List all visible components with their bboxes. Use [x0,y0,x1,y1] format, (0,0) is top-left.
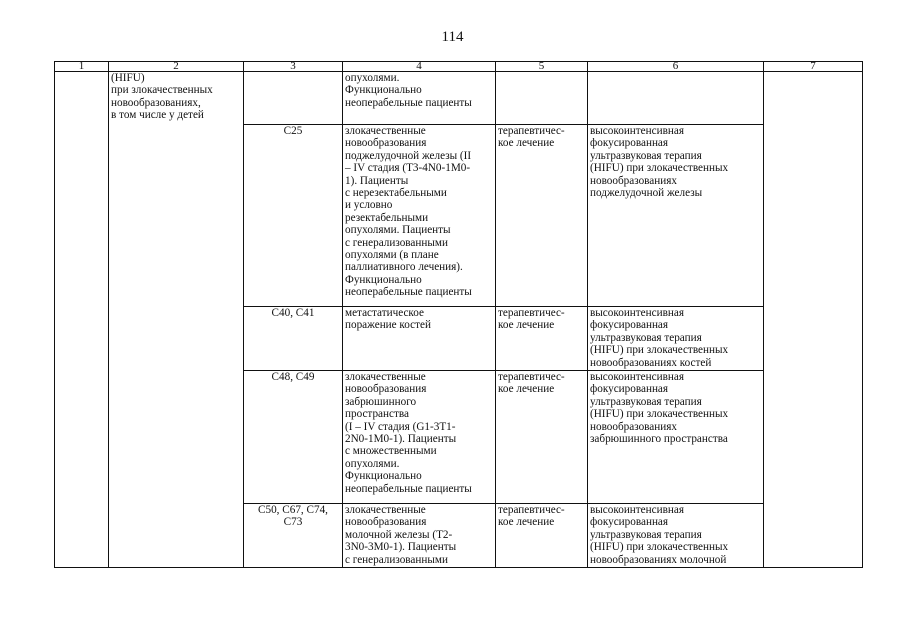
treatment-method-cell: высокоинтенсивная фокусированная ультразвуковая терапия (HIFU) при злокачественных новообразованиях забрюшинного пространства [588,371,764,504]
icd-code-cell: C48, C49 [244,371,343,504]
diagnosis-cell: метастатическое поражение костей [343,307,496,371]
column-number: 4 [343,62,496,72]
column-number: 5 [496,62,588,72]
treatment-type-cell: терапевтичес- кое лечение [496,307,588,371]
treatment-method-cell: высокоинтенсивная фокусированная ультразвуковая терапия (HIFU) при злокачественных новообразованиях поджелудочной железы [588,125,764,307]
column-number: 6 [588,62,764,72]
procedure-group-cell: (HIFU) при злокачественных новообразованиях, в том числе у детей [109,72,244,568]
icd-code-cell: C50, C67, C74, C73 [244,504,343,568]
icd-code-cell: C40, C41 [244,307,343,371]
treatment-type-cell [496,72,588,125]
treatment-method-cell: высокоинтенсивная фокусированная ультразвуковая терапия (HIFU) при злокачественных новообразованиях костей [588,307,764,371]
treatment-type-cell: терапевтичес- кое лечение [496,125,588,307]
icd-code-cell: C25 [244,125,343,307]
column-7-cell [764,72,863,568]
icd-code-cell [244,72,343,125]
page-number: 114 [441,29,464,45]
table-row [55,72,863,125]
diagnosis-cell: опухолями. Функционально неоперабельные пациенты [343,72,496,125]
diagnosis-cell: злокачественные новообразования забрюшинного пространства (I – IV стадия (G1-3T1- 2N0-1M0-1). Пациенты с множественными опухолями. Функционально неоперабельные пациенты [343,371,496,504]
row-number-cell [55,72,109,568]
diagnosis-cell: злокачественные новообразования поджелудочной железы (II – IV стадия (T3-4N0-1M0- 1). Пациенты с нерезектабельными и условно резектабельными опухолями. Пациенты с генерализованными опухолями (в плане паллиативного лечения). Функционально неоперабельные пациенты [343,125,496,307]
column-number-row [55,62,863,72]
treatment-type-cell: терапевтичес- кое лечение [496,504,588,568]
treatment-method-cell: высокоинтенсивная фокусированная ультразвуковая терапия (HIFU) при злокачественных новообразованиях молочной [588,504,764,568]
column-number: 7 [764,62,863,72]
column-number: 2 [109,62,244,72]
diagnosis-cell: злокачественные новообразования молочной железы (T2- 3N0-3M0-1). Пациенты с генерализованными [343,504,496,568]
medical-care-table [54,61,863,568]
treatment-method-cell [588,72,764,125]
column-number: 1 [55,62,109,72]
treatment-type-cell: терапевтичес- кое лечение [496,371,588,504]
column-number: 3 [244,62,343,72]
